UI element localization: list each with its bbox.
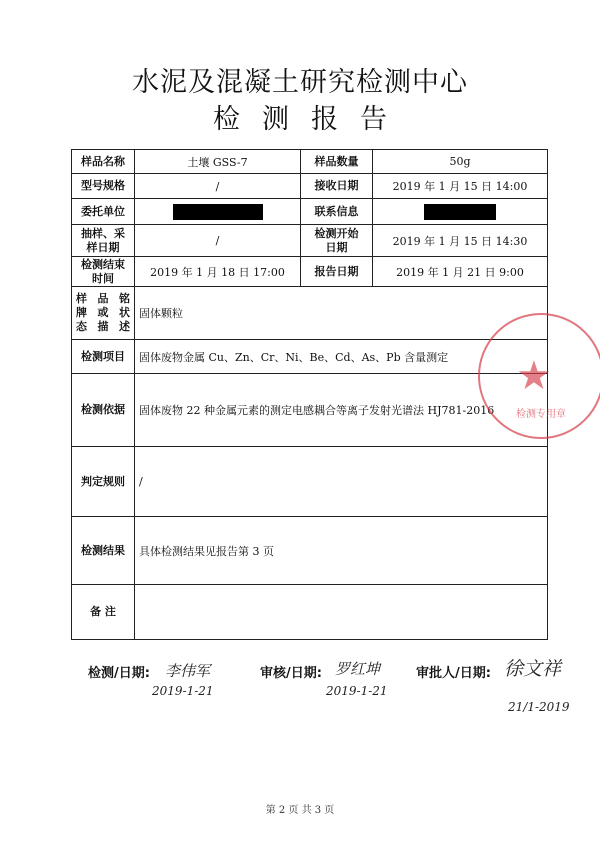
tester-label: 检测/日期: — [88, 666, 150, 681]
description-label-line: 牌或状 — [76, 306, 130, 319]
tester-date: 2019-1-21 — [152, 684, 214, 698]
report-table — [71, 149, 548, 640]
test-start-value: 2019 年 1 月 15 日 14:30 — [373, 225, 548, 257]
report-date-label: 报告日期 — [301, 257, 373, 287]
remark-value — [135, 585, 548, 640]
test-end-value: 2019 年 1 月 18 日 17:00 — [135, 257, 301, 287]
table-row — [72, 374, 548, 447]
report-org-title: 水泥及混凝土研究检测中心 — [132, 67, 468, 98]
table-row — [72, 199, 548, 225]
sample-qty-value: 50g — [373, 150, 548, 174]
remark-label: 备 注 — [72, 585, 135, 640]
redaction-bar — [173, 204, 263, 220]
test-result-label: 检测结果 — [72, 517, 135, 585]
client-value — [135, 199, 301, 225]
star-icon: ★ — [516, 353, 552, 399]
model-label: 型号规格 — [72, 174, 135, 199]
description-value: 固体颗粒 — [135, 287, 548, 340]
test-item-value: 固体废物金属 Cu、Zn、Cr、Ni、Be、Cd、As、Pb 含量测定 — [135, 340, 548, 374]
approver-signature: 徐文祥 — [504, 658, 562, 680]
table-row — [72, 225, 548, 257]
receive-date-label: 接收日期 — [301, 174, 373, 199]
description-label-line: 态描述 — [76, 320, 130, 333]
test-basis-value: 固体废物 22 种金属元素的测定电感耦合等离子发射光谱法 HJ781-2016 — [135, 374, 548, 447]
sample-qty-label: 样品数量 — [301, 150, 373, 174]
contact-value — [373, 199, 548, 225]
test-end-label-line: 检测结束 — [81, 257, 125, 271]
client-label: 委托单位 — [72, 199, 135, 225]
table-row — [72, 287, 548, 340]
report-title: 检测报告 — [213, 104, 409, 135]
table-row — [72, 447, 548, 517]
table-row — [72, 257, 548, 287]
test-basis-label: 检测依据 — [72, 374, 135, 447]
table-row — [72, 517, 548, 585]
model-value: / — [135, 174, 301, 199]
sampling-label-line: 抽样、采 — [81, 226, 125, 240]
judgment-rule-value: / — [135, 447, 548, 517]
description-label — [72, 287, 135, 340]
test-end-label — [72, 257, 135, 287]
sampling-label — [72, 225, 135, 257]
description-label-line: 样品铭 — [76, 292, 130, 305]
approver-date: 21/1-2019 — [508, 700, 570, 714]
test-start-label — [301, 225, 373, 257]
sampling-label-line: 样日期 — [86, 240, 120, 254]
tester-signature: 李伟军 — [165, 662, 211, 680]
sample-name-label: 样品名称 — [72, 150, 135, 174]
reviewer-label: 审核/日期: — [260, 666, 322, 681]
test-item-label: 检测项目 — [72, 340, 135, 374]
sample-name-value: 土壤 GSS-7 — [135, 150, 301, 174]
test-end-label-line: 时间 — [92, 271, 114, 285]
sampling-value: / — [135, 225, 301, 257]
table-row — [72, 150, 548, 174]
approver-label: 审批人/日期: — [416, 666, 491, 681]
table-row — [72, 340, 548, 374]
receive-date-value: 2019 年 1 月 15 日 14:00 — [373, 174, 548, 199]
seal-text: 检测专用章 — [516, 409, 566, 420]
judgment-rule-label: 判定规则 — [72, 447, 135, 517]
redaction-bar — [424, 204, 496, 220]
page-number: 第 2 页 共 3 页 — [265, 805, 335, 816]
test-result-value: 具体检测结果见报告第 3 页 — [135, 517, 548, 585]
contact-label: 联系信息 — [301, 199, 373, 225]
table-row — [72, 585, 548, 640]
reviewer-signature: 罗红坤 — [335, 660, 381, 678]
table-row — [72, 174, 548, 199]
reviewer-date: 2019-1-21 — [326, 684, 388, 698]
test-start-label-line: 检测开始 — [314, 226, 359, 240]
test-start-label-line: 日期 — [325, 240, 348, 254]
report-date-value: 2019 年 1 月 21 日 9:00 — [373, 257, 548, 287]
